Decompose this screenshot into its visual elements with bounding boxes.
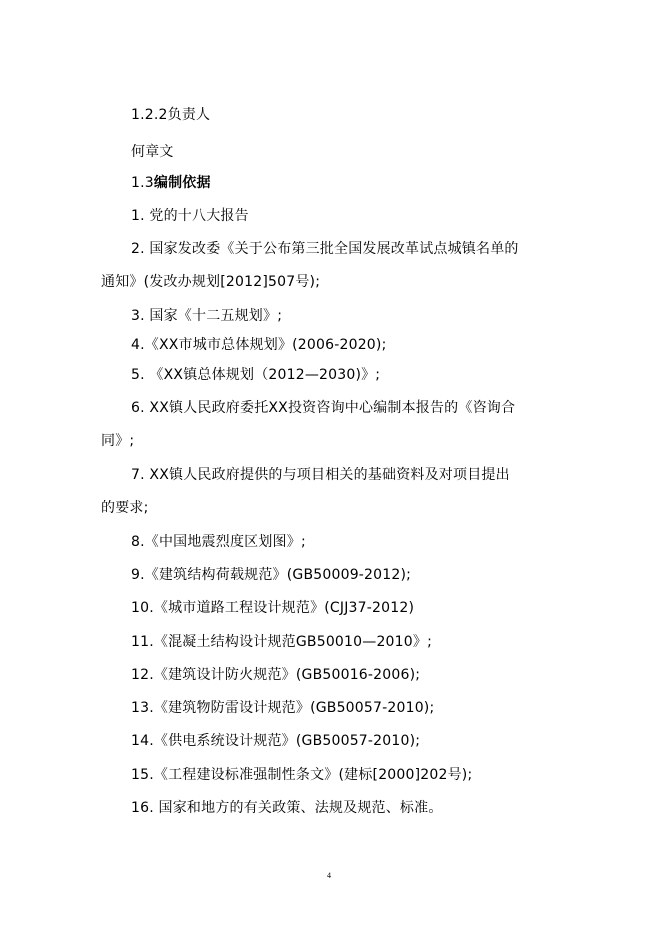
list-item-16: 16. 国家和地方的有关政策、法规及规范、标准。 (131, 800, 443, 816)
list-item-6-line-1: 6. XX镇人民政府委托XX投资咨询中心编制本报告的《咨询合 (131, 400, 516, 416)
list-item-10: 10.《城市道路工程设计规范》(CJJ37-2012) (131, 600, 415, 616)
list-item-15: 15.《工程建设标准强制性条文》(建标[2000]202号); (131, 767, 473, 783)
list-item-6-line-2: 同》; (101, 433, 135, 449)
responsible-person-name: 何章文 (131, 144, 174, 160)
list-item-7-line-1: 7. XX镇人民政府提供的与项目相关的基础资料及对项目提出 (131, 467, 510, 483)
list-item-1: 1. 党的十八大报告 (131, 208, 249, 224)
list-item-2-line-2: 通知》(发改办规划[2012]507号); (101, 274, 321, 290)
section-heading-1-2-2: 1.2.2负责人 (131, 107, 211, 123)
list-item-7-line-2: 的要求; (101, 500, 149, 516)
list-item-13: 13.《建筑物防雷设计规范》(GB50057-2010); (131, 700, 435, 716)
section-heading-1-3 (131, 174, 211, 192)
list-item-12: 12.《建筑设计防火规范》(GB50016-2006); (131, 667, 421, 683)
section-number: 1.3 (131, 175, 154, 191)
list-item-2-line-1: 2. 国家发改委《关于公布第三批全国发展改革试点城镇名单的 (131, 241, 519, 257)
list-item-4: 4.《XX市城市总体规划》(2006-2020); (131, 337, 387, 353)
list-item-5: 5. 《XX镇总体规划（2012—2030)》; (131, 367, 381, 383)
list-item-8: 8.《中国地震烈度区划图》; (131, 534, 306, 550)
list-item-11: 11.《混凝土结构设计规范GB50010—2010》; (131, 634, 432, 650)
list-item-9: 9.《建筑结构荷载规范》(GB50009-2012); (131, 567, 412, 583)
list-item-3: 3. 国家《十二五规划》; (131, 308, 283, 324)
page-number: 4 (327, 871, 331, 880)
section-title: 编制依据 (153, 175, 211, 191)
list-item-14: 14.《供电系统设计规范》(GB50057-2010); (131, 733, 421, 749)
